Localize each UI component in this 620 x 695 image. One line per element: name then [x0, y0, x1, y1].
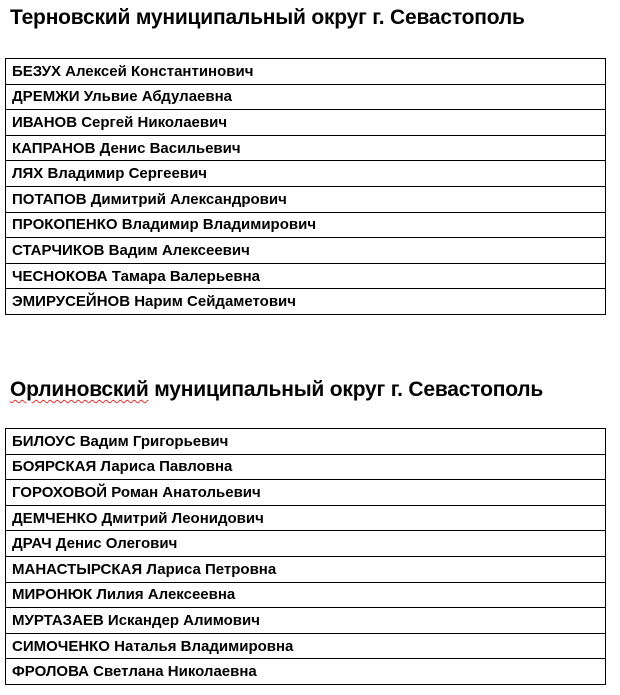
person-name: КАПРАНОВ Денис Васильевич	[6, 135, 606, 161]
table-row	[6, 454, 606, 480]
table-row	[6, 59, 606, 85]
person-name: БИЛОУС Вадим Григорьевич	[6, 429, 606, 455]
district-heading	[10, 378, 543, 402]
person-name: БОЯРСКАЯ Лариса Павловна	[6, 454, 606, 480]
table-row	[6, 429, 606, 455]
table-row	[6, 161, 606, 187]
person-name: ДРЕМЖИ Ульвие Абдулаевна	[6, 84, 606, 110]
person-name: ДРАЧ Денис Олегович	[6, 531, 606, 557]
table-row	[6, 186, 606, 212]
table-row	[6, 480, 606, 506]
person-name: ФРОЛОВА Светлана Николаевна	[6, 659, 606, 685]
names-table	[5, 58, 606, 315]
person-name: БЕЗУХ Алексей Константинович	[6, 59, 606, 85]
person-name: СТАРЧИКОВ Вадим Алексеевич	[6, 238, 606, 264]
person-name: ДЕМЧЕНКО Дмитрий Леонидович	[6, 505, 606, 531]
table-row	[6, 84, 606, 110]
person-name: ЧЕСНОКОВА Тамара Валерьевна	[6, 263, 606, 289]
person-name: МАНАСТЫРСКАЯ Лариса Петровна	[6, 556, 606, 582]
person-name: МИРОНЮК Лилия Алексеевна	[6, 582, 606, 608]
table-row	[6, 531, 606, 557]
person-name: ПРОКОПЕНКО Владимир Владимирович	[6, 212, 606, 238]
table-row	[6, 659, 606, 685]
table-row	[6, 556, 606, 582]
person-name: ГОРОХОВОЙ Роман Анатольевич	[6, 480, 606, 506]
district-heading-rest: муниципальный округ г. Севастополь	[148, 378, 544, 401]
table-row	[6, 263, 606, 289]
person-name: МУРТАЗАЕВ Искандер Алимович	[6, 608, 606, 634]
table-row	[6, 505, 606, 531]
person-name: ЭМИРУСЕЙНОВ Нарим Сейдаметович	[6, 289, 606, 315]
table-row	[6, 608, 606, 634]
person-name: СИМОЧЕНКО Наталья Владимировна	[6, 633, 606, 659]
table-row	[6, 582, 606, 608]
district-heading: Терновский муниципальный округ г. Севастополь	[10, 6, 525, 29]
person-name: ИВАНОВ Сергей Николаевич	[6, 110, 606, 136]
names-table	[5, 428, 606, 685]
person-name: ПОТАПОВ Димитрий Александрович	[6, 186, 606, 212]
table-row	[6, 135, 606, 161]
table-row	[6, 633, 606, 659]
district-heading-word: Орлиновский	[10, 378, 149, 401]
table-row	[6, 110, 606, 136]
table-row	[6, 212, 606, 238]
person-name: ЛЯХ Владимир Сергеевич	[6, 161, 606, 187]
table-row	[6, 238, 606, 264]
table-row	[6, 289, 606, 315]
